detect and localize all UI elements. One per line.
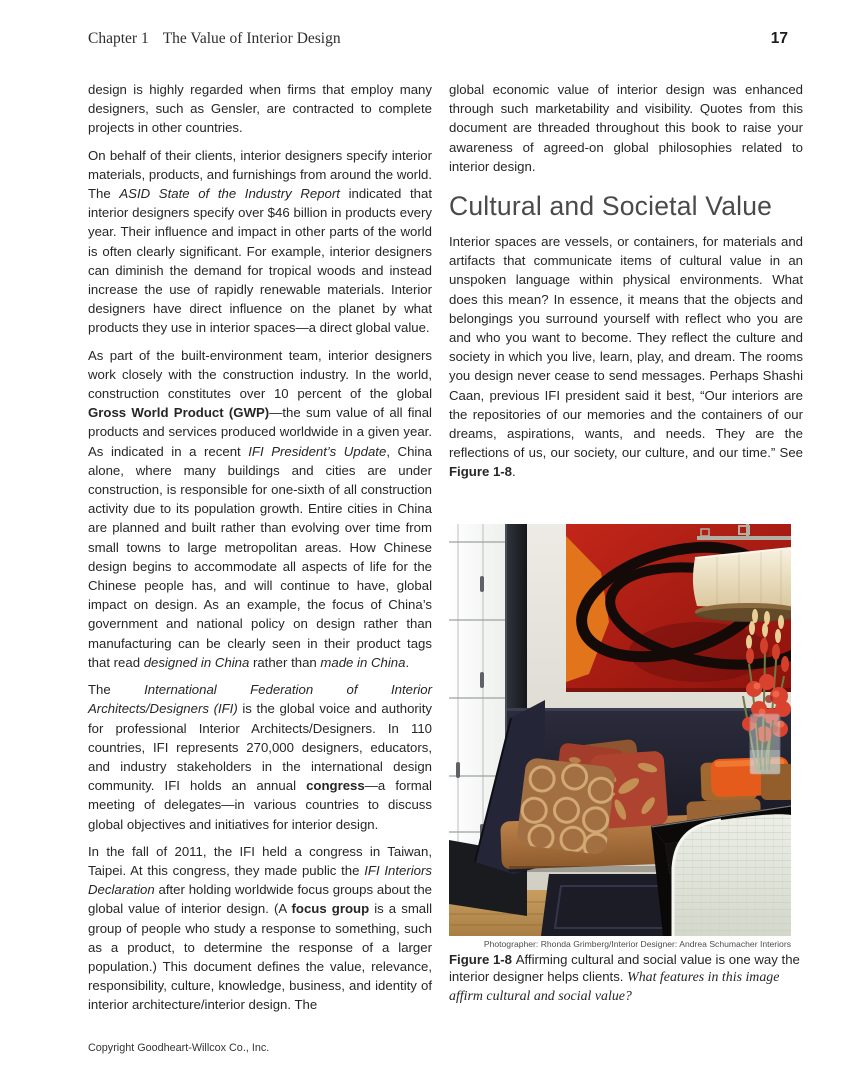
figure-1-8 (449, 524, 803, 1006)
page-footer (88, 1042, 269, 1054)
page-number: 17 (770, 30, 788, 47)
photo-credit: Photographer: Rhonda Grimberg/Interior Designer: Andrea Schumacher Interiors (483, 938, 791, 949)
figure-caption: Figure 1-8 Affirming cultural and social value is one way the interior designer helps clients. What features in this image affirm cultural and social value? (449, 951, 800, 1005)
accent-armchair (673, 814, 791, 936)
copyright-line: Copyright Goodheart-Willcox Co., Inc. (88, 1042, 270, 1054)
body-paragraph: On behalf of their clients, interior designers specify interior materials, products, and furnishings from around the world. The ASID State of the Industry Report indicated that interior designers specify over $46 billion in products every year. Their influence and impact in other parts of the world is often clearly significant. For example, interior designers can diminish the demand for tropical woods and instead increase the use of rapidly renewable materials. Interior designers have direct influence on the planet by what products they use in interior spaces—a direct global value. (88, 147, 432, 336)
left-column (88, 80, 432, 1023)
body-paragraph: In the fall of 2011, the IFI held a congress in Taiwan, Taipei. At this congress, they made public the IFI Interiors Declaration after holding worldwide focus groups about the global value of interior design. (A focus group is a small group of people who study a response to something, such as a product, to determine the response of a larger population.) This document defines the value, relevance, responsibility, culture, knowledge, business, and identity of interior architecture/interior design. The (88, 843, 433, 1013)
two-column-body (88, 80, 803, 1023)
body-paragraph: design is highly regarded when firms that employ many designers, such as Gensler, are contracted to complete projects in other countries. (88, 82, 432, 136)
body-paragraph: Interior spaces are vessels, or containers, for materials and artifacts that communicate items of cultural value in an unspoken language within physical environments. What does this mean? In essence, it means that the objects and belongings you surround yourself with reflect who you are and who you want to become. They reflect the culture and society in which you live, learn, play, and dream. The rooms you design never cease to send messages. Perhaps Shashi Caan, previous IFI president said it best, “Our interiors are the repositories of our memories and the containers of our dreams, aspirations, wants, and needs. They are the reflections of us, our society, our culture, and our time.” See Figure 1-8. (449, 234, 803, 480)
section-heading: Cultural and Societal Value (449, 191, 773, 222)
right-column (449, 80, 803, 1023)
running-head-title: The Value of Interior Design (162, 30, 341, 47)
running-head-chapter: Chapter 1 (88, 30, 149, 47)
body-paragraph: global economic value of interior design was enhanced through such marketability and visibility. Quotes from this document are threaded throughout this book to raise your awareness of agreed-on global philosophies related to interior design. (449, 82, 803, 174)
page-header (88, 30, 788, 48)
body-paragraph: The International Federation of Interior Architects/Designers (IFI) is the global voice and authority for professional Interior Architects/Designers. In 110 countries, IFI represents 270,000 designers, educators, and industry stakeholders in the international design community. IFI holds an annual congress—a formal meeting of delegates—in various countries to discuss global objectives and initiatives for interior design. (88, 682, 432, 832)
figure-1-8-photo (449, 524, 791, 936)
pendant-light (693, 524, 791, 622)
body-paragraph: As part of the built-environment team, interior designers work closely with the construction industry. In the world, construction constitutes over 10 percent of the global Gross World Product (GWP)—the sum value of all final products and services produced worldwide in a given year. As indicated in a recent IFI President’s Update, China alone, where many buildings and cities are under construction, is responsible for one-sixth of all construction activity due to its population growth. Entire cities in China are planned and built rather than evolving over time from small towns to large metropolitan areas. How Chinese design begins to accommodate all aspects of life for the Chinese people has, and will continue to have, global impact on design. As an example, the focus of China’s government and national policy on design rather than manufacturing can be clearly seen in their product tags that read designed in China rather than made in China. (88, 347, 432, 670)
